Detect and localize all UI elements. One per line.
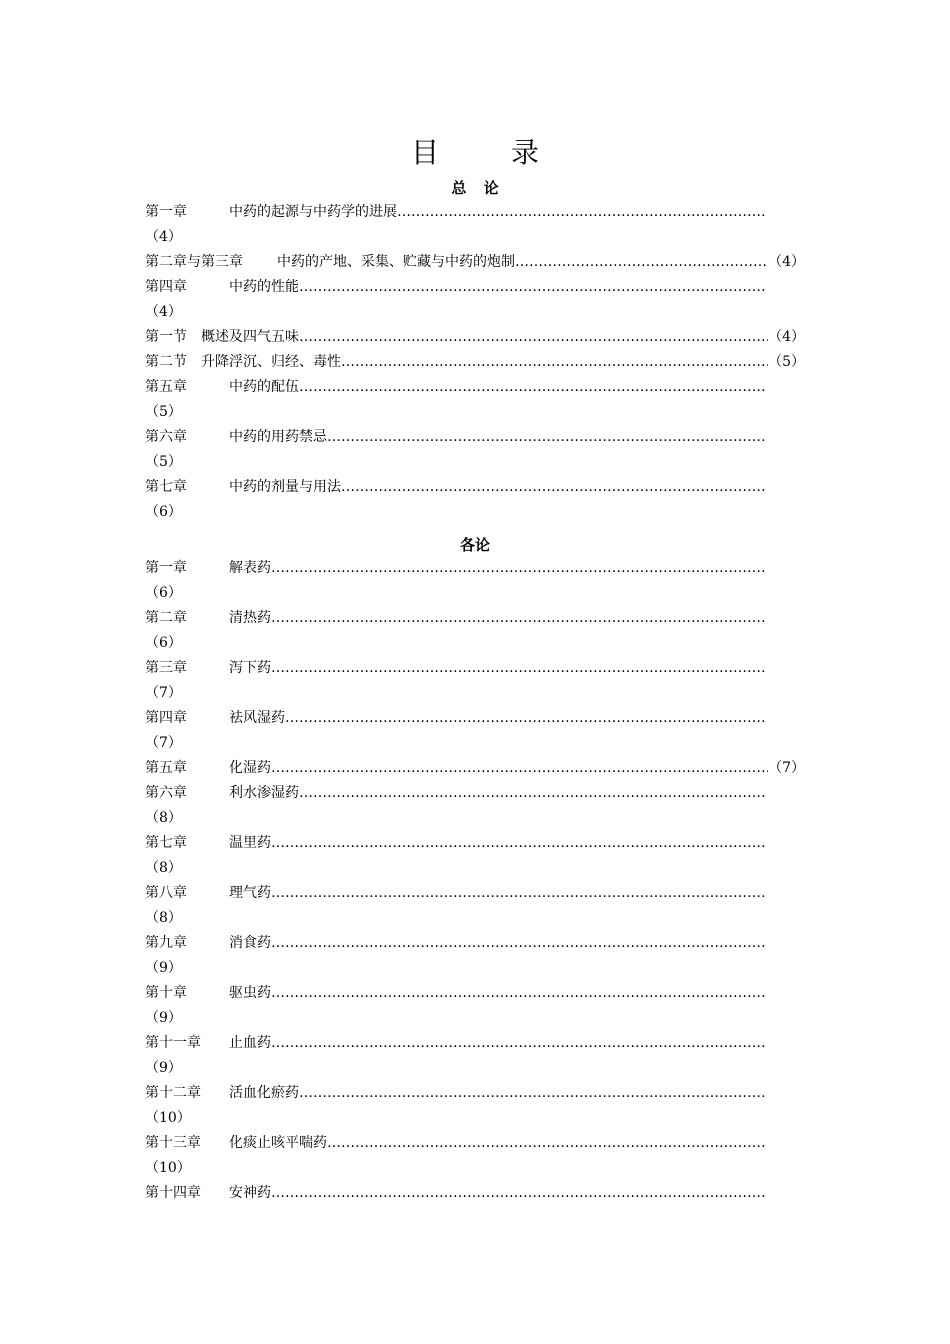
toc-entry-line [145,1181,805,1206]
toc-chapter-title: 中药的性能 [229,279,299,295]
toc-leader-dots [271,931,765,956]
toc-chapter-number: 第一章 [145,560,187,576]
toc-general-list [145,200,805,525]
toc-entry-line [145,556,805,581]
toc-leader-dots [515,250,768,275]
toc-leader-dots [271,556,765,581]
toc-entry-line [145,706,805,731]
toc-entry[interactable] [145,556,805,606]
toc-chapter-number: 第十一章 [145,1035,201,1051]
toc-chapter-number: 第一节 [145,329,187,345]
toc-page-number: （4） [145,304,182,320]
toc-entry[interactable] [145,831,805,881]
toc-chapter-number: 第四章 [145,710,187,726]
toc-entry[interactable] [145,656,805,706]
toc-page-number: （5） [145,454,182,470]
toc-leader-dots [299,325,768,350]
toc-chapter-number: 第一章 [145,204,187,220]
toc-entry-line [145,1081,805,1106]
toc-entry-line [145,375,805,400]
toc-chapter-number: 第六章 [145,429,187,445]
toc-chapter-number: 第四章 [145,279,187,295]
toc-chapter-number: 第五章 [145,379,187,395]
toc-page-number: （4） [145,229,182,245]
toc-page-number: （5） [768,354,805,370]
toc-leader-dots [341,350,768,375]
toc-page-number: （4） [768,329,805,345]
toc-entry-line [145,250,805,275]
toc-page-number: （8） [145,860,182,876]
page-title: 目 录 [410,136,561,169]
toc-entry-line [145,425,805,450]
toc-chapter-number: 第三章 [145,660,187,676]
toc-chapter-title: 升降浮沉、归经、毒性 [201,354,341,370]
toc-leader-dots [299,275,765,300]
toc-entry[interactable] [145,200,805,250]
toc-leader-dots [271,831,765,856]
toc-leader-dots [271,1031,765,1056]
toc-entry[interactable] [145,375,805,425]
toc-entry[interactable] [145,881,805,931]
toc-page-number: （10） [145,1160,191,1176]
toc-entry-line [145,325,805,350]
toc-page-number: （9） [145,1060,182,1076]
toc-chapter-title: 化痰止咳平喘药 [229,1135,327,1151]
toc-page-number: （4） [768,254,805,270]
toc-chapter-title: 清热药 [229,610,271,626]
toc-chapter-title: 中药的配伍 [229,379,299,395]
toc-leader-dots [271,756,768,781]
toc-leader-dots [299,375,765,400]
toc-entry-line [145,475,805,500]
toc-entry-line [145,606,805,631]
toc-entry[interactable] [145,1131,805,1181]
toc-chapter-number: 第十三章 [145,1135,201,1151]
toc-entry-line [145,275,805,300]
toc-chapter-number: 第五章 [145,760,187,776]
toc-entry[interactable] [145,325,805,350]
toc-page-number: （8） [145,810,182,826]
toc-chapter-number: 第七章 [145,835,187,851]
toc-chapter-number: 第六章 [145,785,187,801]
toc-entry-line [145,200,805,225]
toc-chapter-title: 活血化瘀药 [229,1085,299,1101]
toc-page-number: （6） [145,635,182,651]
toc-entry-line [145,1131,805,1156]
section-heading-specific: 各论 [459,536,490,554]
toc-chapter-title: 安神药 [229,1185,271,1201]
toc-leader-dots [271,981,765,1006]
toc-leader-dots [299,1081,765,1106]
toc-entry[interactable] [145,706,805,756]
toc-page-number: （9） [145,960,182,976]
toc-leader-dots [271,656,765,681]
toc-leader-dots [271,881,765,906]
toc-chapter-number: 第二节 [145,354,187,370]
toc-chapter-title: 中药的产地、采集、贮藏与中药的炮制 [277,254,515,270]
toc-entry-line [145,781,805,806]
toc-page-number: （5） [145,404,182,420]
toc-chapter-number: 第八章 [145,885,187,901]
toc-entry-line [145,831,805,856]
toc-leader-dots [327,1131,765,1156]
toc-entry[interactable] [145,1081,805,1131]
toc-chapter-title: 泻下药 [229,660,271,676]
toc-leader-dots [341,475,765,500]
toc-entry[interactable] [145,250,805,275]
toc-chapter-title: 概述及四气五味 [201,329,299,345]
toc-page-number: （7） [768,760,805,776]
toc-entry-line [145,756,805,781]
toc-chapter-title: 解表药 [229,560,271,576]
toc-chapter-title: 中药的起源与中药学的进展 [229,204,397,220]
toc-chapter-title: 中药的剂量与用法 [229,479,341,495]
toc-entry[interactable] [145,931,805,981]
toc-entry[interactable] [145,350,805,375]
toc-page-number: （6） [145,504,182,520]
toc-chapter-title: 驱虫药 [229,985,271,1001]
toc-entry[interactable] [145,275,805,325]
toc-entry-line [145,981,805,1006]
toc-chapter-title: 温里药 [229,835,271,851]
toc-entry-line [145,931,805,956]
toc-page-number: （6） [145,585,182,601]
toc-chapter-number: 第二章与第三章 [145,254,243,270]
toc-chapter-title: 中药的用药禁忌 [229,429,327,445]
toc-chapter-number: 第十二章 [145,1085,201,1101]
toc-page-number: （8） [145,910,182,926]
toc-leader-dots [271,606,765,631]
toc-entry[interactable] [145,1181,805,1206]
toc-leader-dots [285,706,765,731]
toc-page-number: （7） [145,735,182,751]
toc-entry[interactable] [145,1031,805,1081]
toc-entry[interactable] [145,781,805,831]
toc-leader-dots [271,1181,765,1206]
toc-chapter-title: 止血药 [229,1035,271,1051]
toc-entry[interactable] [145,756,805,781]
toc-chapter-number: 第九章 [145,935,187,951]
toc-chapter-number: 第十章 [145,985,187,1001]
toc-chapter-title: 祛风湿药 [229,710,285,726]
toc-page-number: （10） [145,1110,191,1126]
toc-page-number: （7） [145,685,182,701]
toc-entry[interactable] [145,981,805,1031]
toc-chapter-title: 化湿药 [229,760,271,776]
toc-entry[interactable] [145,475,805,525]
toc-entry-line [145,350,805,375]
toc-leader-dots [397,200,765,225]
toc-chapter-number: 第十四章 [145,1185,201,1201]
toc-chapter-number: 第二章 [145,610,187,626]
toc-chapter-title: 利水渗湿药 [229,785,299,801]
toc-leader-dots [299,781,765,806]
toc-entry[interactable] [145,425,805,475]
toc-entry[interactable] [145,606,805,656]
toc-entry-line [145,881,805,906]
toc-chapter-number: 第七章 [145,479,187,495]
toc-entry-line [145,656,805,681]
toc-specific-list [145,556,805,1206]
toc-chapter-title: 理气药 [229,885,271,901]
toc-leader-dots [327,425,765,450]
toc-chapter-title: 消食药 [229,935,271,951]
section-heading-general: 总 论 [451,179,505,197]
toc-page-number: （9） [145,1010,182,1026]
toc-entry-line [145,1031,805,1056]
